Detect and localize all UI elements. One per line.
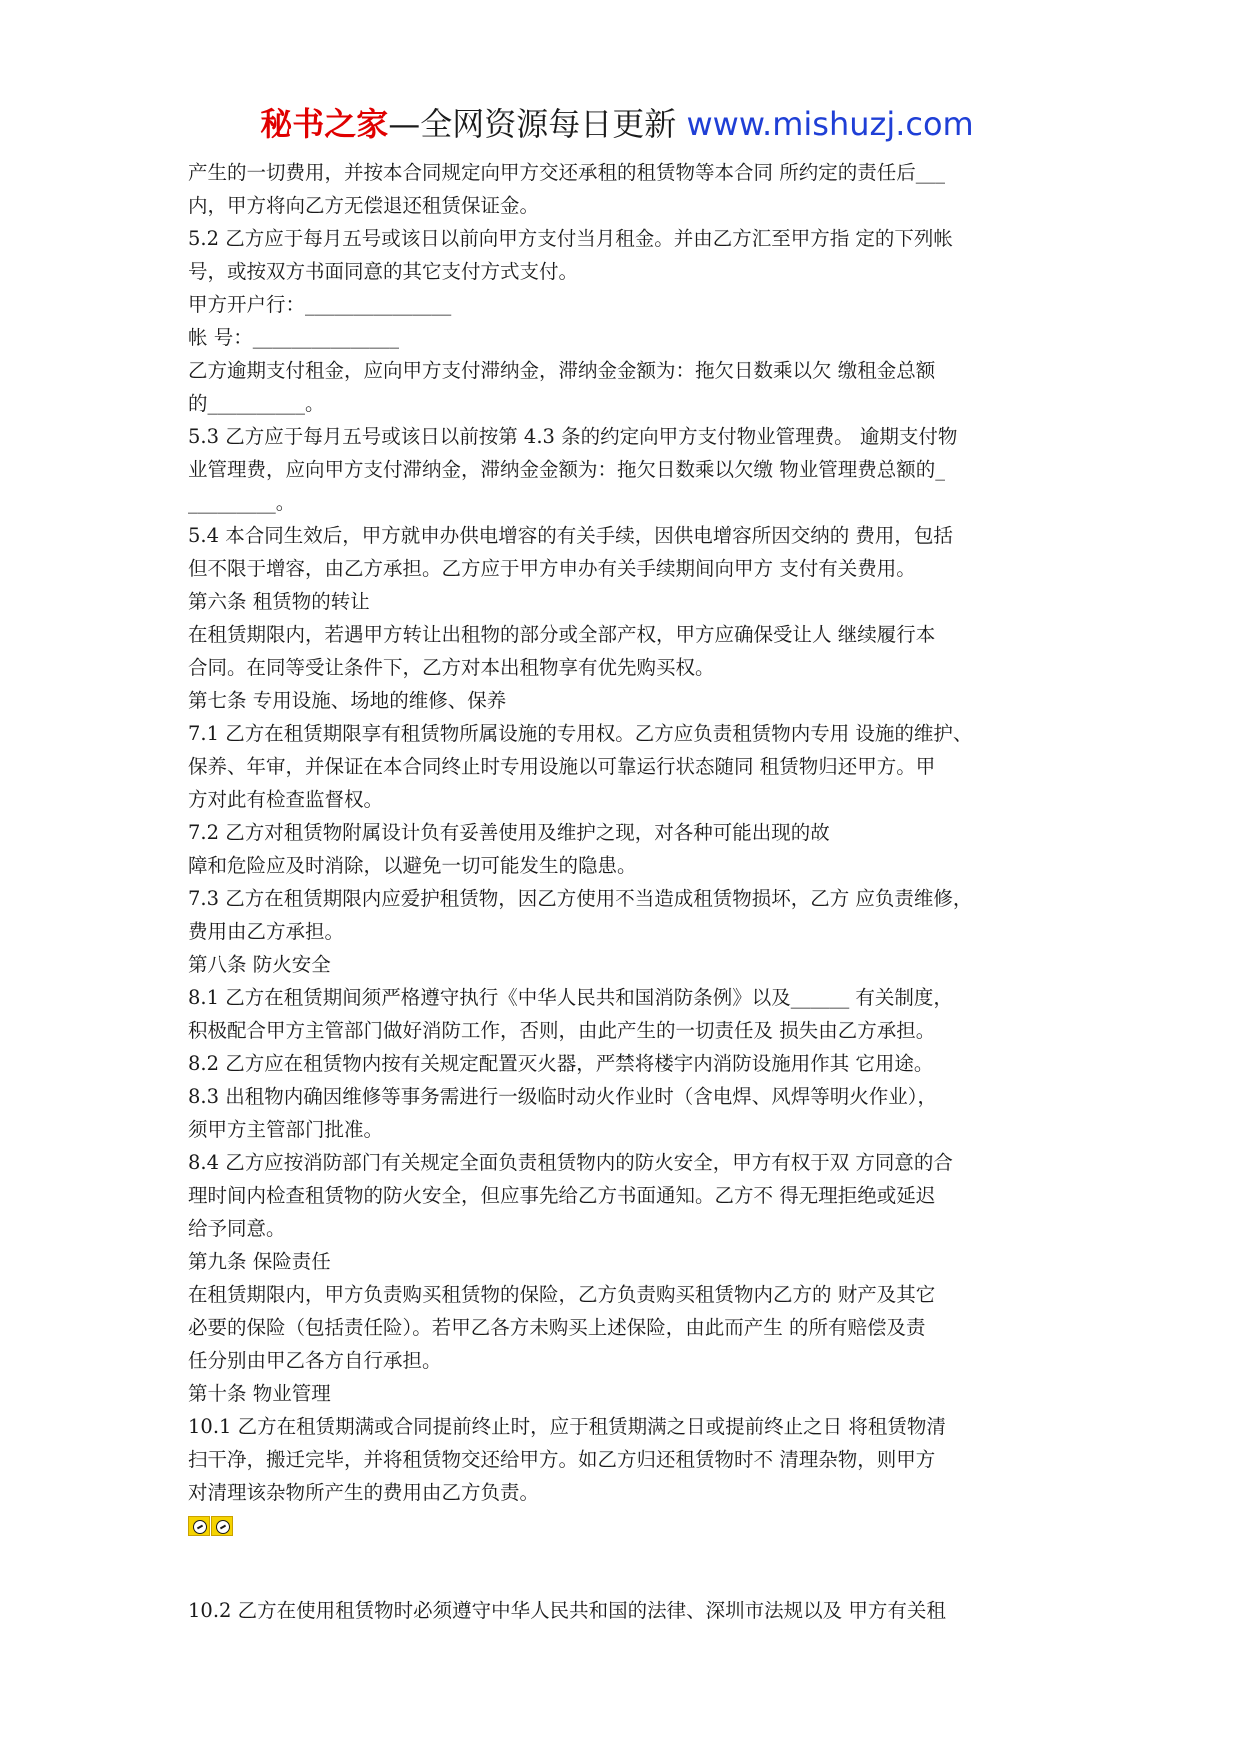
text-line: 必要的保险（包括责任险）。若甲乙各方未购买上述保险，由此而产生 的所有赔偿及责 bbox=[188, 1316, 926, 1339]
text-line: 方对此有检查监督权。 bbox=[188, 788, 384, 811]
document-text-part1 bbox=[188, 156, 1068, 1509]
text-line: 任分别由甲乙各方自行承担。 bbox=[188, 1349, 442, 1372]
text-line: 8.2 乙方应在租赁物内按有关规定配置灭火器，严禁将楼宇内消防设施用作其 它用途。 bbox=[188, 1052, 934, 1075]
text-line: 5.4 本合同生效后，甲方就申办供电增容的有关手续，因供电增容所因交纳的 费用，包括 bbox=[188, 524, 953, 547]
site-url[interactable]: www.mishuzj.com bbox=[686, 105, 974, 143]
text-line: 7.1 乙方在租赁期限享有租赁物所属设施的专用权。乙方应负责租赁物内专用 设施的维护、 bbox=[188, 722, 973, 745]
text-line: 理时间内检查租赁物的防火安全，但应事先给乙方书面通知。乙方不 得无理拒绝或延迟 bbox=[188, 1184, 936, 1207]
text-line: 在租赁期限内，若遇甲方转让出租物的部分或全部产权，甲方应确保受让人 继续履行本 bbox=[188, 623, 936, 646]
text-line: 5.2 乙方应于每月五号或该日以前向甲方支付当月租金。并由乙方汇至甲方指 定的下列帐 bbox=[188, 227, 953, 250]
document-text-part2 bbox=[188, 1594, 1068, 1627]
emoticon-row bbox=[188, 1509, 1068, 1542]
text-line: 业管理费，应向甲方支付滞纳金，滞纳金金额为：拖欠日数乘以欠缴 物业管理费总额的_ bbox=[188, 458, 945, 481]
text-line: 8.1 乙方在租赁期间须严格遵守执行《中华人民共和国消防条例》以及______ 有关制度， bbox=[188, 986, 953, 1009]
site-header bbox=[0, 98, 1234, 150]
text-line: 号，或按双方书面同意的其它支付方式支付。 bbox=[188, 260, 579, 283]
text-line: 对清理该杂物所产生的费用由乙方负责。 bbox=[188, 1481, 540, 1504]
text-line: 障和危险应及时消除，以避免一切可能发生的隐患。 bbox=[188, 854, 637, 877]
site-tagline: —全网资源每日更新 bbox=[388, 105, 677, 143]
text-line: 的__________。 bbox=[188, 392, 325, 415]
text-line: 须甲方主管部门批准。 bbox=[188, 1118, 384, 1141]
text-line: 8.3 出租物内确因维修等事务需进行一级临时动火作业时（含电焊、风焊等明火作业）， bbox=[188, 1085, 937, 1108]
text-line: 保养、年审，并保证在本合同终止时专用设施以可靠运行状态随同 租赁物归还甲方。甲 bbox=[188, 755, 936, 778]
text-line: 第十条 物业管理 bbox=[188, 1382, 331, 1405]
text-line: 内，甲方将向乙方无偿退还租赁保证金。 bbox=[188, 194, 540, 217]
site-brand: 秘书之家 bbox=[260, 105, 389, 143]
emoticon-icon bbox=[188, 1516, 210, 1536]
text-line: 7.3 乙方在租赁期限内应爱护租赁物，因乙方使用不当造成租赁物损坏，乙方 应负责维修， bbox=[188, 887, 973, 910]
text-line: 合同。在同等受让条件下，乙方对本出租物享有优先购买权。 bbox=[188, 656, 715, 679]
paragraph-gap bbox=[188, 1542, 1068, 1594]
text-line: 扫干净，搬迁完毕，并将租赁物交还给甲方。如乙方归还租赁物时不 清理杂物，则甲方 bbox=[188, 1448, 936, 1471]
text-line: 乙方逾期支付租金，应向甲方支付滞纳金，滞纳金金额为：拖欠日数乘以欠 缴租金总额 bbox=[188, 359, 936, 382]
text-line: 10.2 乙方在使用租赁物时必须遵守中华人民共和国的法律、深圳市法规以及 甲方有关租 bbox=[188, 1599, 946, 1622]
text-line: 第九条 保险责任 bbox=[188, 1250, 331, 1273]
document-body bbox=[188, 156, 1068, 1627]
text-line: 第八条 防火安全 bbox=[188, 953, 331, 976]
text-line: 产生的一切费用，并按本合同规定向甲方交还承租的租赁物等本合同 所约定的责任后___ bbox=[188, 161, 945, 184]
text-line: 10.1 乙方在租赁期满或合同提前终止时，应于租赁期满之日或提前终止之日 将租赁物清 bbox=[188, 1415, 946, 1438]
text-line: 8.4 乙方应按消防部门有关规定全面负责租赁物内的防火安全，甲方有权于双 方同意的合 bbox=[188, 1151, 953, 1174]
text-line: 第七条 专用设施、场地的维修、保养 bbox=[188, 689, 507, 712]
text-line: 但不限于增容，由乙方承担。乙方应于甲方申办有关手续期间向甲方 支付有关费用。 bbox=[188, 557, 916, 580]
text-line: 第六条 租赁物的转让 bbox=[188, 590, 370, 613]
text-line: 积极配合甲方主管部门做好消防工作，否则，由此产生的一切责任及 损失由乙方承担。 bbox=[188, 1019, 936, 1042]
text-line: 给予同意。 bbox=[188, 1217, 286, 1240]
text-line: 费用由乙方承担。 bbox=[188, 920, 345, 943]
text-line: 7.2 乙方对租赁物附属设计负有妥善使用及维护之现，对各种可能出现的故 bbox=[188, 821, 830, 844]
text-line: 甲方开户行：_______________ bbox=[188, 293, 452, 316]
text-line: 帐 号：_______________ bbox=[188, 326, 399, 349]
emoticon-icon bbox=[211, 1516, 233, 1536]
text-line: 在租赁期限内，甲方负责购买租赁物的保险，乙方负责购买租赁物内乙方的 财产及其它 bbox=[188, 1283, 936, 1306]
text-line: _________。 bbox=[188, 491, 296, 514]
text-line: 5.3 乙方应于每月五号或该日以前按第 4.3 条的约定向甲方支付物业管理费。 逾期支付物 bbox=[188, 425, 958, 448]
